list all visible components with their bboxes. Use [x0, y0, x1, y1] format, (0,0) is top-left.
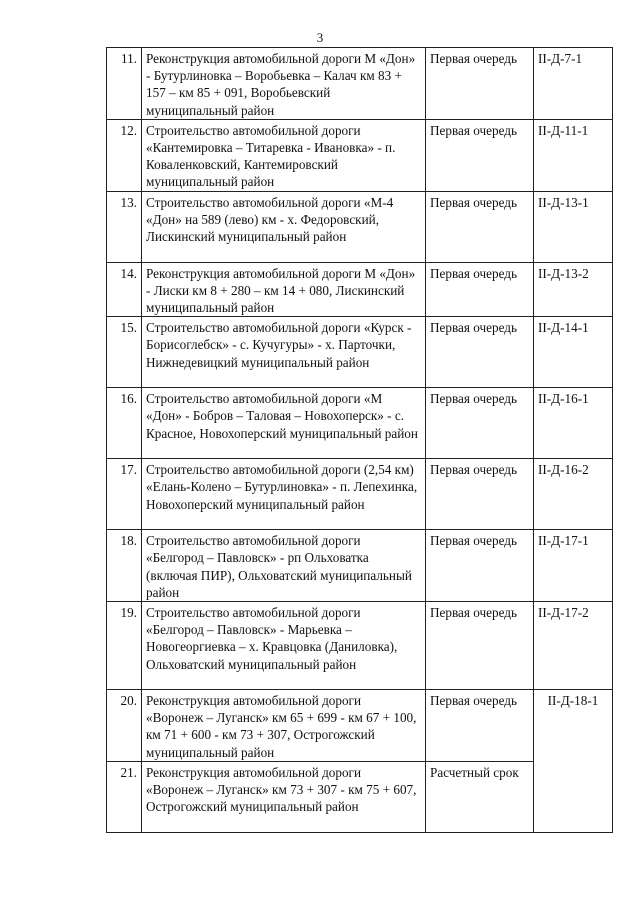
row-code: II-Д-16-1	[534, 388, 613, 459]
row-stage: Первая очередь	[426, 262, 534, 317]
row-number: 21.	[107, 761, 142, 832]
table-row	[107, 530, 613, 602]
row-code: II-Д-7-1	[534, 48, 613, 120]
table-row	[107, 459, 613, 530]
row-stage: Первая очередь	[426, 191, 534, 262]
table-row	[107, 48, 613, 120]
row-stage: Первая очередь	[426, 530, 534, 602]
page-number: 3	[316, 30, 324, 45]
row-code: II-Д-14-1	[534, 317, 613, 388]
row-description: Строительство автомобильной дороги «Белгород – Павловск» - рп Ольховатка (включая ПИР), Ольховатский муниципальный район	[142, 530, 426, 602]
row-description: Реконструкция автомобильной дороги М «Дон» - Бутурлиновка – Воробьевка – Калач км 83 + 157 – км 85 + 091, Воробьевский муниципальный район	[142, 48, 426, 120]
row-number: 20.	[107, 690, 142, 762]
row-code-merged: II-Д-18-1	[534, 690, 613, 833]
row-description: Реконструкция автомобильной дороги «Воронеж – Луганск» км 73 + 307 - км 75 + 607, Острогожский муниципальный район	[142, 761, 426, 832]
row-stage: Первая очередь	[426, 459, 534, 530]
row-code: II-Д-13-2	[534, 262, 613, 317]
row-code: II-Д-17-1	[534, 530, 613, 602]
table-row	[107, 262, 613, 317]
row-stage: Первая очередь	[426, 119, 534, 191]
table-row	[107, 602, 613, 690]
row-number: 17.	[107, 459, 142, 530]
row-number: 13.	[107, 191, 142, 262]
row-description: Строительство автомобильной дороги «Курск - Борисоглебск» - с. Кучугуры» - х. Парточки, Нижнедевицкий муниципальный район	[142, 317, 426, 388]
row-description: Строительство автомобильной дороги «М «Дон» - Бобров – Таловая – Новохоперск» - с. Красное, Новохоперский муниципальный район	[142, 388, 426, 459]
row-code: II-Д-16-2	[534, 459, 613, 530]
row-description: Реконструкция автомобильной дороги М «Дон» - Лиски км 8 + 280 – км 14 + 080, Лискинский муниципальный район	[142, 262, 426, 317]
row-description: Строительство автомобильной дороги (2,54 км) «Елань-Колено – Бутурлиновка» - п. Лепехинка, Новохоперский муниципальный район	[142, 459, 426, 530]
objects-table	[106, 47, 613, 833]
row-code: II-Д-13-1	[534, 191, 613, 262]
table-row	[107, 388, 613, 459]
row-stage: Первая очередь	[426, 602, 534, 690]
row-number: 18.	[107, 530, 142, 602]
row-code: II-Д-17-2	[534, 602, 613, 690]
row-stage: Первая очередь	[426, 317, 534, 388]
row-number: 11.	[107, 48, 142, 120]
row-number: 12.	[107, 119, 142, 191]
row-number: 19.	[107, 602, 142, 690]
table-row	[107, 119, 613, 191]
row-number: 16.	[107, 388, 142, 459]
table-row	[107, 191, 613, 262]
row-code: II-Д-11-1	[534, 119, 613, 191]
row-stage: Первая очередь	[426, 690, 534, 762]
row-number: 15.	[107, 317, 142, 388]
row-number: 14.	[107, 262, 142, 317]
row-stage: Расчетный срок	[426, 761, 534, 832]
row-stage: Первая очередь	[426, 48, 534, 120]
table-row	[107, 317, 613, 388]
row-stage: Первая очередь	[426, 388, 534, 459]
row-description: Реконструкция автомобильной дороги «Воронеж – Луганск» км 65 + 699 - км 67 + 100, км 71 + 600 - км 73 + 307, Острогожский муниципальный район	[142, 690, 426, 762]
row-description: Строительство автомобильной дороги «Белгород – Павловск» - Марьевка – Новогеоргиевка – х. Кравцовка (Даниловка), Ольховатский муниципальный район	[142, 602, 426, 690]
row-description: Строительство автомобильной дороги «М-4 «Дон» на 589 (лево) км - х. Федоровский, Лискинский муниципальный район	[142, 191, 426, 262]
table-row	[107, 690, 613, 762]
row-description: Строительство автомобильной дороги «Кантемировка – Титаревка - Ивановка» - п. Коваленковский, Кантемировский муниципальный район	[142, 119, 426, 191]
